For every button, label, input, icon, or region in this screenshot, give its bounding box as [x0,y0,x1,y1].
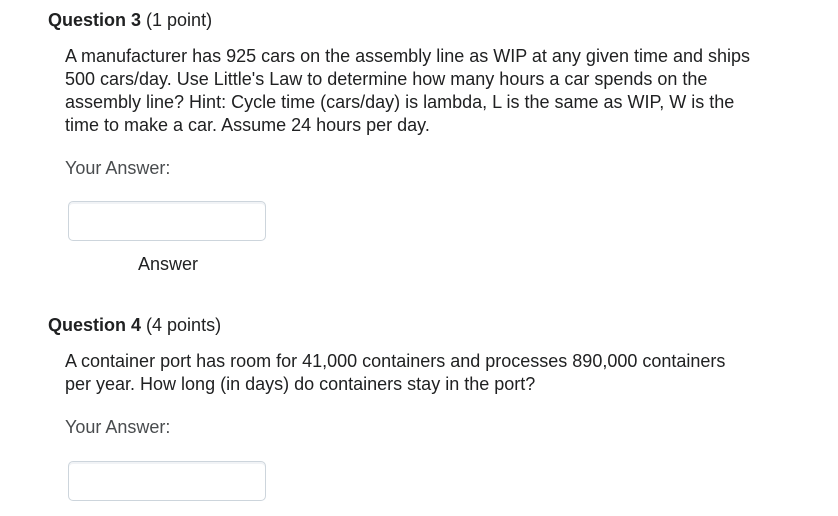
question-3-answer-caption: Answer [137,254,199,274]
question-3-text-line: A manufacturer has 925 cars on the assembly line as WIP at any given time and ships [65,46,751,66]
question-3-text-line: time to make a car. Assume 24 hours per day. [65,115,430,135]
question-4 [48,314,808,438]
question-3-text-line: assembly line? Hint: Cycle time (cars/day) is lambda, L is the same as WIP, W is the [65,92,735,112]
question-3-text-line: 500 cars/day. Use Little's Law to determine how many hours a car spends on the [65,69,708,89]
question-3-number: Question 3 [48,10,142,30]
question-3-points: (1 point) [146,10,213,30]
question-4-text-line: per year. How long (in days) do containers stay in the port? [65,374,536,394]
question-4-text-line: A container port has room for 41,000 containers and processes 890,000 containers [65,351,726,371]
question-4-your-answer-label: Your Answer: [65,417,171,437]
question-4-answer-input[interactable] [68,461,266,501]
question-3-answer-input[interactable] [68,201,266,241]
question-4-text [65,350,808,396]
question-4-number: Question 4 [48,315,142,335]
question-3 [48,9,808,179]
question-3-heading [48,9,808,31]
question-3-your-answer-label: Your Answer: [65,158,171,178]
question-4-heading [48,314,808,336]
question-3-text [65,45,808,137]
question-4-points: (4 points) [146,315,222,335]
